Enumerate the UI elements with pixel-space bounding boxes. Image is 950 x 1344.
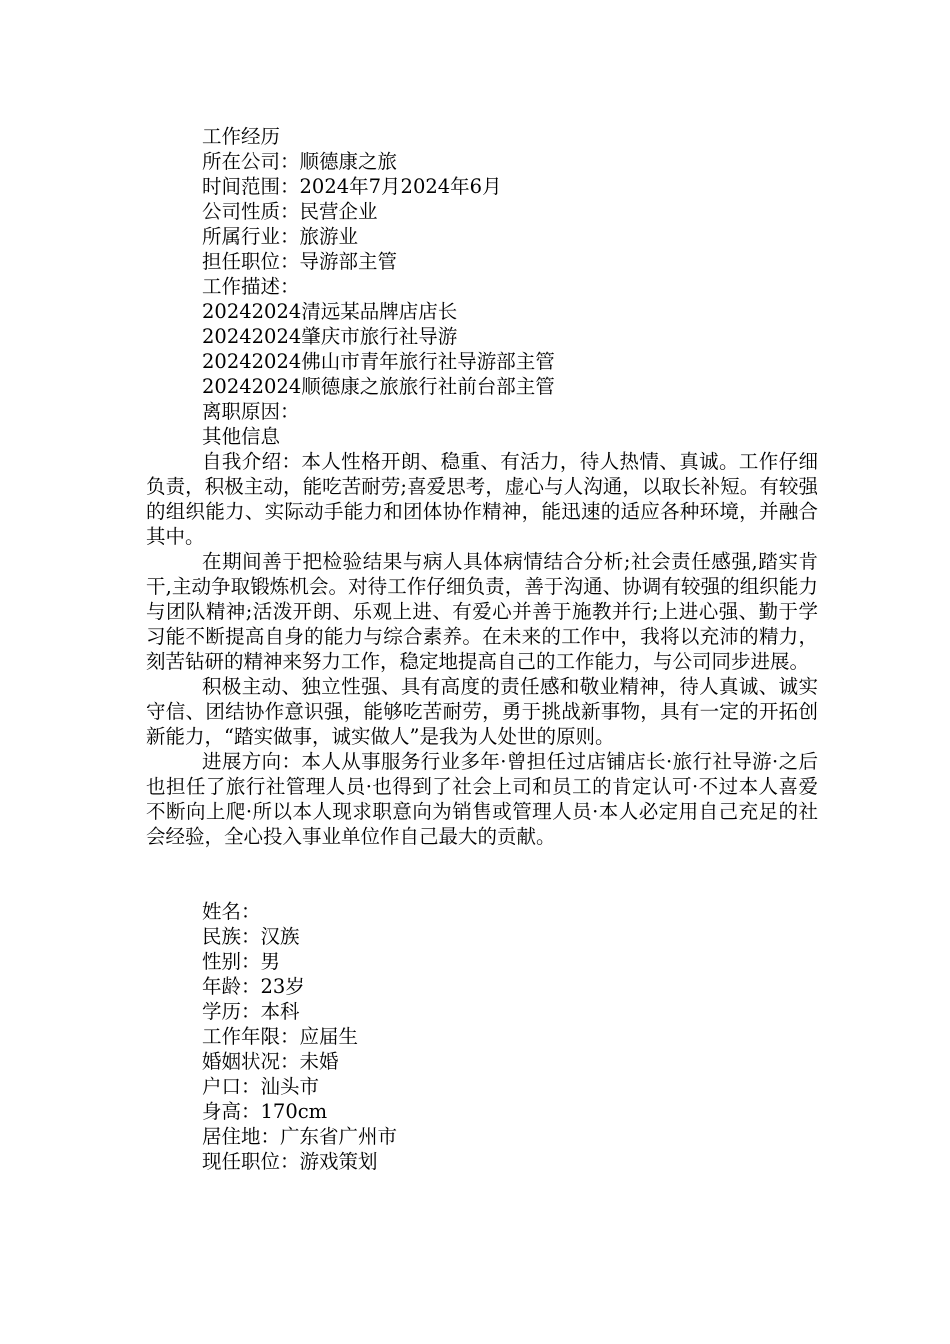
- self-introduction-paragraph: 自我介绍：本人性格开朗、稳重、有活力，待人热情、真诚。工作仔细负责，积极主动，能吃苦耐劳;喜爱思考，虚心与人沟通，以取长补短。有较强的组织能力、实际动手能力和团体协作精神，能迅速的适应各种环境，并融合其中。: [146, 450, 818, 548]
- personal-traits-paragraph: 积极主动、独立性强、具有高度的责任感和敬业精神，待人真诚、诚实守信、团结协作意识强，能够吃苦耐劳，勇于挑战新事物，具有一定的开拓创新能力，“踏实做事，诚实做人”是我为人处世的原则。: [146, 675, 818, 748]
- career-direction-paragraph: 进展方向：本人从事服务行业多年·曾担任过店铺店长·旅行社导游·之后也担任了旅行社管理人员·也得到了社会上司和员工的肯定认可·不过本人喜爱不断向上爬·所以本人现求职意向为销售或管理人员·本人必定用自己充足的社会经验，全心投入事业单位作自己最大的贡献。: [146, 750, 818, 848]
- residence-field: 居住地：广东省广州市: [202, 1125, 398, 1148]
- position-field: 担任职位：导游部主管: [202, 250, 398, 273]
- gender-field: 性别：男: [202, 950, 281, 973]
- name-field: 姓名：: [202, 900, 261, 923]
- current-position-field: 现任职位：游戏策划: [202, 1150, 378, 1173]
- hukou-field: 户口：汕头市: [202, 1075, 320, 1098]
- work-attitude-paragraph: 在期间善于把检验结果与病人具体病情结合分析;社会责任感强,踏实肯干,主动争取锻炼机会。对待工作仔细负责，善于沟通、协调有较强的组织能力与团队精神;活泼开朗、乐观上进、有爱心并善于施教并行;上进心强、勤于学习能不断提高自身的能力与综合素养。在未来的工作中，我将以充沛的精力，刻苦钻研的精神来努力工作，稳定地提高自己的工作能力，与公司同步进展。: [146, 550, 818, 673]
- education-field: 学历：本科: [202, 1000, 300, 1023]
- work-history-item: 20242024清远某品牌店店长: [202, 300, 458, 323]
- work-history-item: 20242024肇庆市旅行社导游: [202, 325, 458, 348]
- industry-field: 所属行业：旅游业: [202, 225, 359, 248]
- company-field: 所在公司：顺德康之旅: [202, 150, 398, 173]
- height-field: 身高：170cm: [202, 1100, 328, 1123]
- work-description-label: 工作描述：: [202, 275, 300, 298]
- resume-document: [146, 124, 818, 1174]
- period-field: 时间范围：2024年7月2024年6月: [202, 175, 502, 198]
- section-spacer: [146, 849, 818, 899]
- company-nature-field: 公司性质：民营企业: [202, 200, 378, 223]
- work-history-item: 20242024顺德康之旅旅行社前台部主管: [202, 375, 555, 398]
- work-history-item: 20242024佛山市青年旅行社导游部主管: [202, 350, 555, 373]
- ethnicity-field: 民族：汉族: [202, 925, 300, 948]
- experience-years-field: 工作年限：应届生: [202, 1025, 359, 1048]
- age-field: 年龄：23岁: [202, 975, 305, 998]
- work-experience-heading: 工作经历: [202, 125, 281, 148]
- marital-status-field: 婚姻状况：未婚: [202, 1050, 339, 1073]
- leave-reason-field: 离职原因：: [202, 400, 300, 423]
- other-info-heading: 其他信息: [202, 425, 281, 448]
